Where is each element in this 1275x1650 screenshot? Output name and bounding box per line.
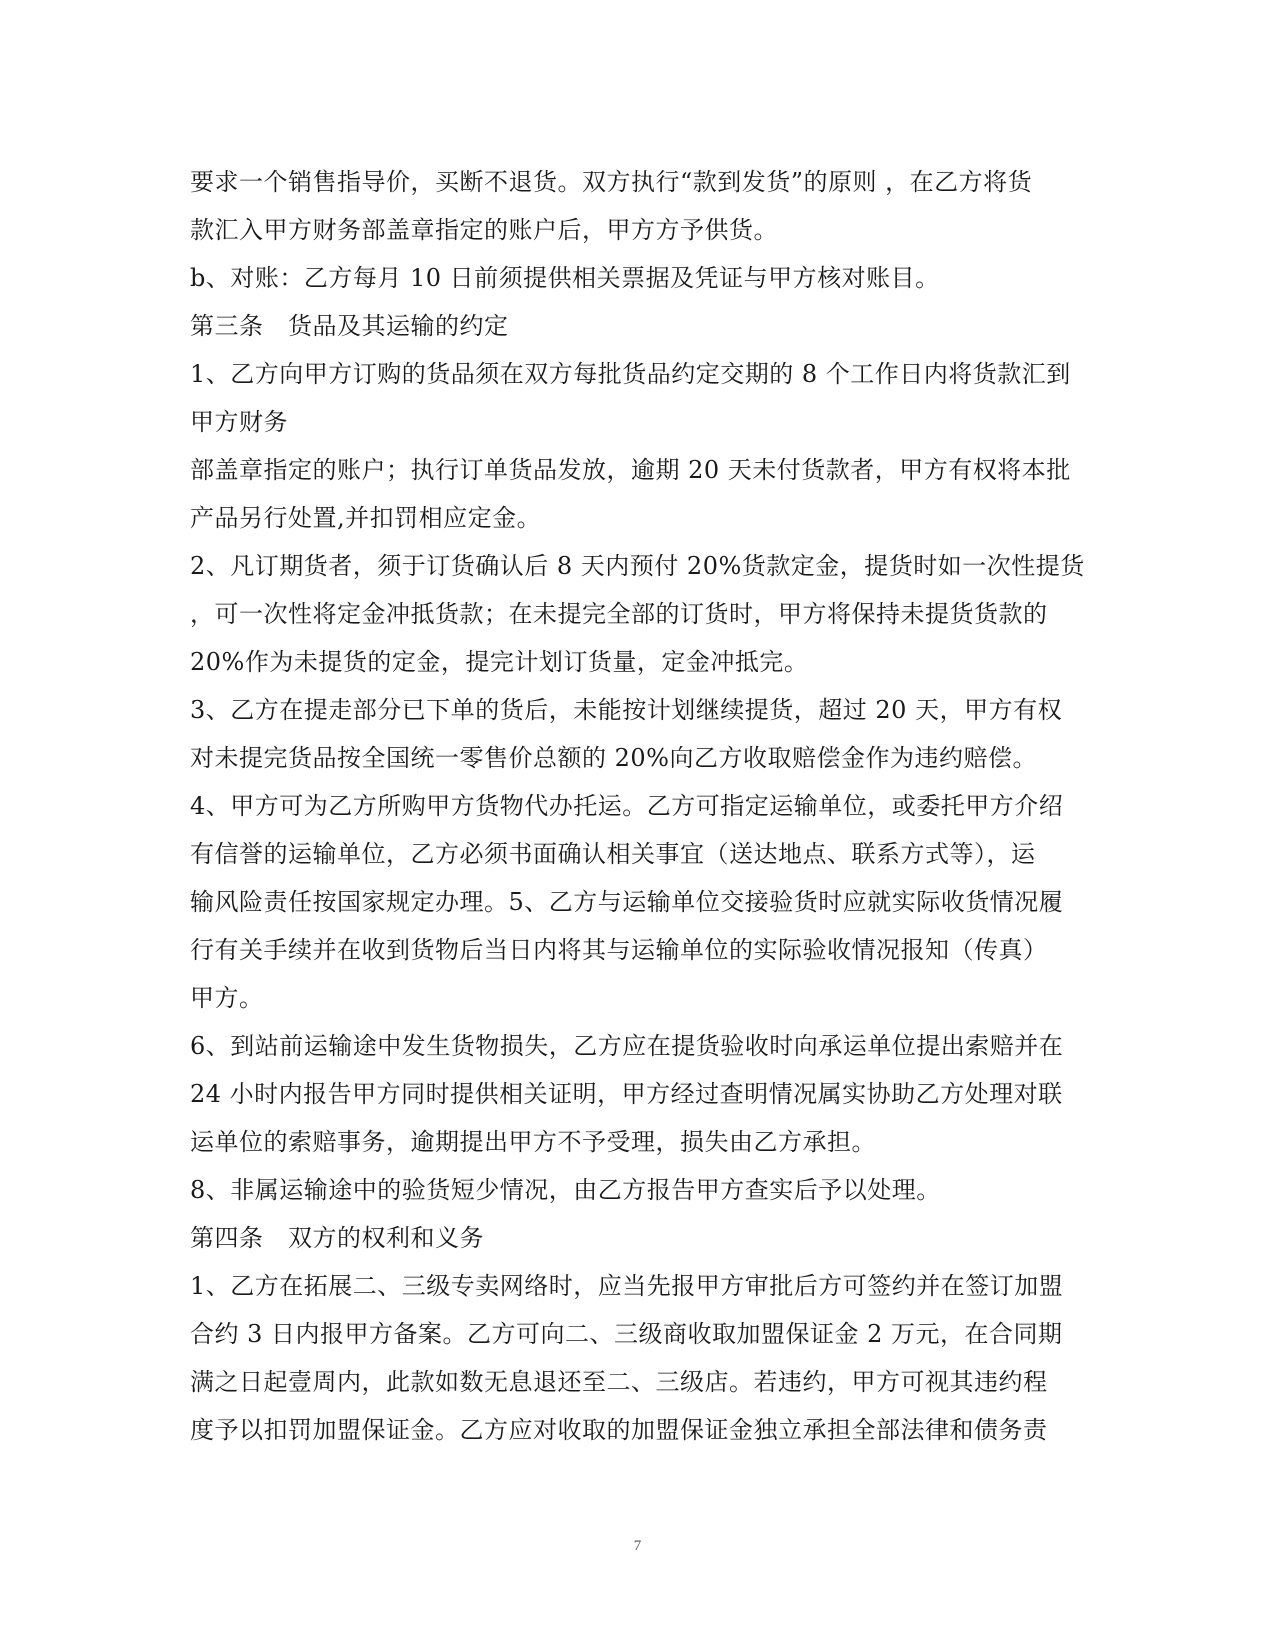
text-line: 有信誉的运输单位，乙方必须书面确认相关事宜（送达地点、联系方式等），运	[190, 840, 1036, 868]
text-line: 24 小时内报告甲方同时提供相关证明，甲方经过查明情况属实协助乙方处理对联	[190, 1080, 1063, 1108]
text-line: 甲方财务	[190, 408, 288, 436]
text-line: 运单位的索赔事务，逾期提出甲方不予受理，损失由乙方承担。	[190, 1128, 876, 1156]
text-line: 甲方。	[190, 984, 264, 1012]
text-line: ，可一次性将定金冲抵货款；在未提完全部的订货时，甲方将保持未提货货款的	[190, 600, 1048, 628]
text-line: 3、乙方在提走部分已下单的货后，未能按计划继续提货，超过 20 天，甲方有权	[190, 696, 1063, 724]
text-line: 产品另行处置,并扣罚相应定金。	[190, 504, 542, 532]
page-number: 7	[633, 1538, 642, 1554]
text-line: b、对账：乙方每月 10 日前须提供相关票据及凭证与甲方核对账目。	[190, 264, 940, 292]
text-line: 6、到站前运输途中发生货物损失，乙方应在提货验收时向承运单位提出索赔并在	[190, 1032, 1064, 1060]
text-line: 2、凡订期货者，须于订货确认后 8 天内预付 20%货款定金，提货时如一次性提货	[190, 552, 1085, 580]
text-line: 1、乙方向甲方订购的货品须在双方每批货品约定交期的 8 个工作日内将货款汇到	[190, 360, 1071, 388]
text-line: 部盖章指定的账户；执行订单货品发放，逾期 20 天未付货款者，甲方有权将本批	[190, 456, 1071, 484]
text-line: 1、乙方在拓展二、三级专卖网络时，应当先报甲方审批后方可签约并在签订加盟	[190, 1272, 1064, 1300]
text-line: 20%作为未提货的定金，提完计划订货量，定金冲抵完。	[190, 648, 809, 676]
text-line: 行有关手续并在收到货物后当日内将其与运输单位的实际验收情况报知（传真）	[190, 936, 1048, 964]
section-heading: 第四条 双方的权利和义务	[190, 1224, 484, 1252]
text-line: 对未提完货品按全国统一零售价总额的 20%向乙方收取赔偿金作为违约赔偿。	[190, 744, 1037, 772]
text-line: 满之日起壹周内，此款如数无息退还至二、三级店。若违约，甲方可视其违约程	[190, 1368, 1048, 1396]
text-line: 4、甲方可为乙方所购甲方货物代办托运。乙方可指定运输单位，或委托甲方介绍	[190, 792, 1064, 820]
text-line: 要求一个销售指导价，买断不退货。双方执行“款到发货”的原则 ，在乙方将货	[190, 168, 1033, 196]
text-line: 合约 3 日内报甲方备案。乙方可向二、三级商收取加盟保证金 2 万元，在合同期	[190, 1320, 1063, 1348]
text-line: 8、非属运输途中的验货短少情况，由乙方报告甲方查实后予以处理。	[190, 1176, 941, 1204]
document-body	[190, 158, 1085, 1454]
text-line: 度予以扣罚加盟保证金。乙方应对收取的加盟保证金独立承担全部法律和债务责	[190, 1416, 1048, 1444]
section-heading: 第三条 货品及其运输的约定	[190, 312, 509, 340]
text-line: 输风险责任按国家规定办理。5、乙方与运输单位交接验货时应就实际收货情况履	[190, 888, 1064, 916]
text-line: 款汇入甲方财务部盖章指定的账户后，甲方方予供货。	[190, 216, 778, 244]
